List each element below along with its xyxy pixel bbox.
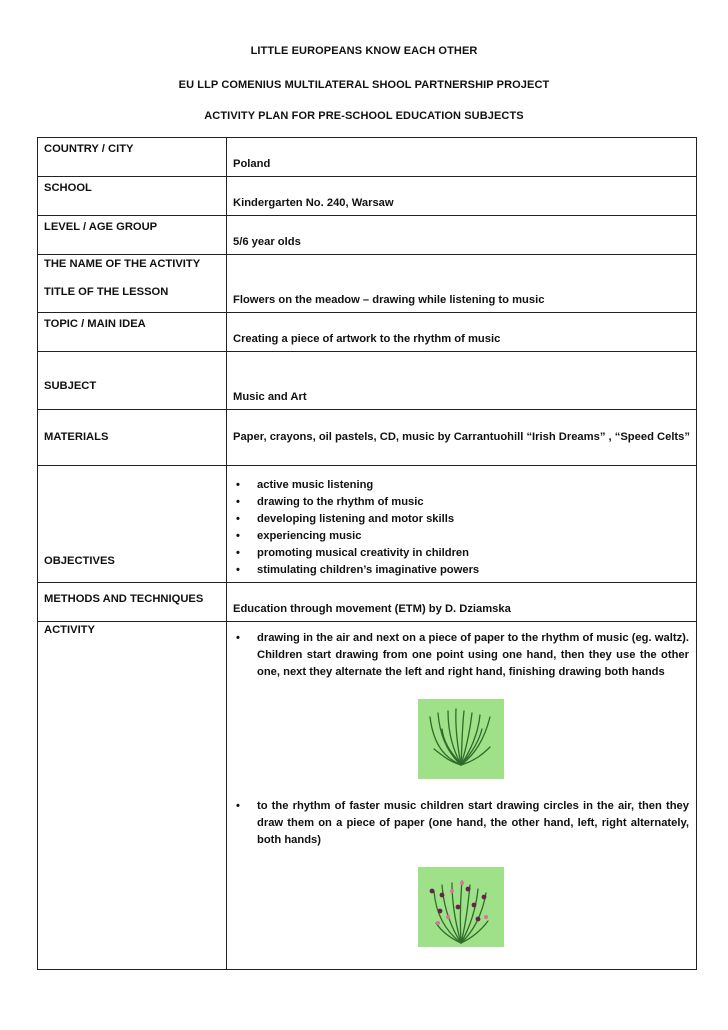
label-methods: METHODS AND TECHNIQUES [38,583,227,622]
row-level [38,216,697,255]
label-activity-name: THE NAME OF THE ACTIVITY [44,258,201,270]
grass-stems-picture [418,699,504,779]
objective-item: • developing listening and motor skills [233,511,690,528]
objective-item: • stimulating children’s imaginative powers [233,562,690,579]
objective-item: • active music listening [233,477,690,494]
value-country: Poland [227,138,697,177]
label-school: SCHOOL [38,177,227,216]
objective-item: • promoting musical creativity in children [233,545,690,562]
label-objectives: OBJECTIVES [38,466,227,583]
flower-stems-circles-drawing-icon [418,867,504,947]
doc-title-line-3: ACTIVITY PLAN FOR PRE-SCHOOL EDUCATION SUBJECTS [204,110,524,122]
activity-item: • drawing in the air and next on a piece of paper to the rhythm of music (eg. waltz). Children start drawing from one point using one hand, then they use the other one, next they alternate the left and right hand, finishing drawing both hands [233,630,689,681]
value-title: Flowers on the meadow – drawing while listening to music [227,255,697,313]
label-subject: SUBJECT [38,352,227,410]
row-school [38,177,697,216]
doc-title-line-2: EU LLP COMENIUS MULTILATERAL SHOOL PARTNERSHIP PROJECT [178,79,550,91]
label-country: COUNTRY / CITY [38,138,227,177]
row-objectives [38,466,697,583]
flower-circles-picture [418,867,504,947]
grass-stems-drawing-icon [418,699,504,779]
value-level: 5/6 year olds [227,216,697,255]
objectives-list [233,477,690,579]
label-materials: MATERIALS [38,410,227,466]
value-school: Kindergarten No. 240, Warsaw [227,177,697,216]
row-methods [38,583,697,622]
label-activity: ACTIVITY [38,622,227,970]
row-materials [38,410,697,466]
value-subject: Music and Art [227,352,697,410]
row-subject [38,352,697,410]
value-methods: Education through movement (ETM) by D. Dziamska [227,583,697,622]
label-level: LEVEL / AGE GROUP [38,216,227,255]
doc-title-line-1: LITTLE EUROPEANS KNOW EACH OTHER [250,45,478,57]
objective-item: • experiencing music [233,528,690,545]
label-topic: TOPIC / MAIN IDEA [38,313,227,352]
row-activity [38,622,697,970]
row-title [38,255,697,313]
activity-plan-table [37,137,697,970]
label-title: TITLE OF THE LESSON [44,286,169,298]
activity-item: • to the rhythm of faster music children start drawing circles in the air, then they draw them on a piece of paper (one hand, the other hand, left, right alternately, both hands) [233,798,689,849]
row-country [38,138,697,177]
objective-item: • drawing to the rhythm of music [233,494,690,511]
row-topic [38,313,697,352]
value-materials: Paper, crayons, oil pastels, CD, music by Carrantuohill “Irish Dreams” , “Speed Celts” [227,410,697,466]
value-topic: Creating a piece of artwork to the rhythm of music [227,313,697,352]
